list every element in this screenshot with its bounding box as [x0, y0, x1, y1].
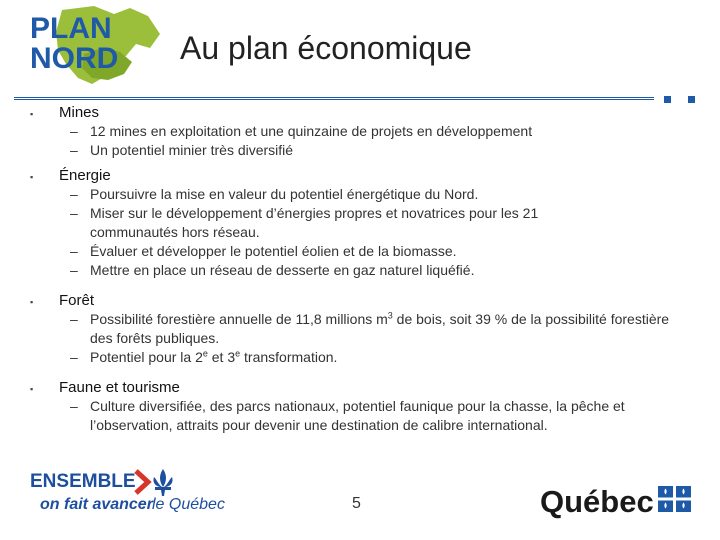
- dash-marker: –: [70, 186, 78, 202]
- dash-marker: –: [70, 243, 78, 259]
- section-heading: [28, 104, 688, 122]
- logo-nord-text: NORD: [30, 42, 119, 75]
- dash-marker: –: [70, 311, 78, 327]
- title-rule-line: [14, 97, 654, 100]
- list-item-text: Possibilité forestière annuelle de 11,8 millions $m^3$ de bois, soit 39 % de la possibilité forestière des forêts publiques.: [90, 310, 670, 346]
- list-item: [70, 310, 688, 348]
- ensemble-logo: [28, 465, 228, 515]
- fleur-de-lis-icon: [153, 469, 172, 496]
- ensemble-text: ENSEMBLE: [30, 471, 136, 492]
- dash-marker: –: [70, 349, 78, 365]
- section-foret: [28, 292, 688, 367]
- quebec-flag-icon: [658, 486, 691, 512]
- rule-square-1: [664, 96, 671, 103]
- bullet-icon: ▪: [30, 109, 34, 119]
- list-item-text: Poursuivre la mise en valeur du potentiel énergétique du Nord.: [90, 186, 479, 202]
- page-number: 5: [352, 495, 361, 512]
- dash-marker: –: [70, 398, 78, 414]
- list-item-text: Miser sur le développement d’énergies propres et novatrices pour les 21 communautés hors réseau.: [90, 205, 539, 240]
- section-faune-tourisme: [28, 379, 688, 435]
- dash-marker: –: [70, 123, 78, 139]
- list-item-text: 12 mines en exploitation et une quinzaine de projets en développement: [90, 123, 533, 139]
- dash-marker: –: [70, 262, 78, 278]
- section-title-energie: Énergie: [59, 167, 111, 184]
- section-title-faune: Faune et tourisme: [59, 379, 180, 396]
- section-heading: [28, 167, 688, 185]
- list-item: [70, 242, 688, 261]
- dash-marker: –: [70, 205, 78, 221]
- ensemble-tagline-b: le Québec: [152, 496, 225, 513]
- section-title-mines: Mines: [59, 104, 100, 121]
- list-item: [70, 261, 688, 280]
- section-heading: [28, 379, 688, 397]
- list-item-text: Un potentiel minier très diversifié: [90, 142, 294, 158]
- list-item: [70, 141, 688, 160]
- section-mines: [28, 104, 688, 160]
- section-energie: [28, 167, 688, 280]
- quebec-logo: [540, 480, 692, 520]
- list-item-text: Potentiel pour la 2e et 3e transformation.: [90, 348, 338, 365]
- ensemble-tagline-a: on fait avancer: [40, 496, 153, 513]
- list-item-text: Évaluer et développer le potentiel éolien et de la biomasse.: [90, 243, 457, 259]
- title-divider: [14, 96, 708, 103]
- list-item: [70, 185, 688, 204]
- bullet-icon: ▪: [30, 297, 34, 307]
- list-item: [70, 348, 688, 367]
- bullet-icon: ▪: [30, 384, 34, 394]
- chevron-right-icon: [136, 471, 148, 493]
- slide-title: Au plan économique: [180, 30, 472, 66]
- list-item-text: Culture diversifiée, des parcs nationaux, potentiel faunique pour la chasse, la pêche et l’observation, attraits pour devenir une destination de calibre international.: [90, 398, 625, 433]
- dash-marker: –: [70, 142, 78, 158]
- list-item-text: Mettre en place un réseau de desserte en gaz naturel liquéfié.: [90, 262, 475, 278]
- plan-nord-logo: [22, 4, 172, 94]
- bullet-icon: ▪: [30, 172, 34, 182]
- rule-square-2: [688, 96, 695, 103]
- quebec-wordmark: Québec: [540, 484, 654, 519]
- list-item: [70, 397, 688, 435]
- list-item: [70, 122, 688, 141]
- section-title-foret: Forêt: [59, 292, 95, 309]
- list-item: [70, 204, 688, 242]
- section-heading: [28, 292, 688, 310]
- logo-plan-text: PLAN: [30, 12, 112, 45]
- slide-content: [28, 104, 688, 435]
